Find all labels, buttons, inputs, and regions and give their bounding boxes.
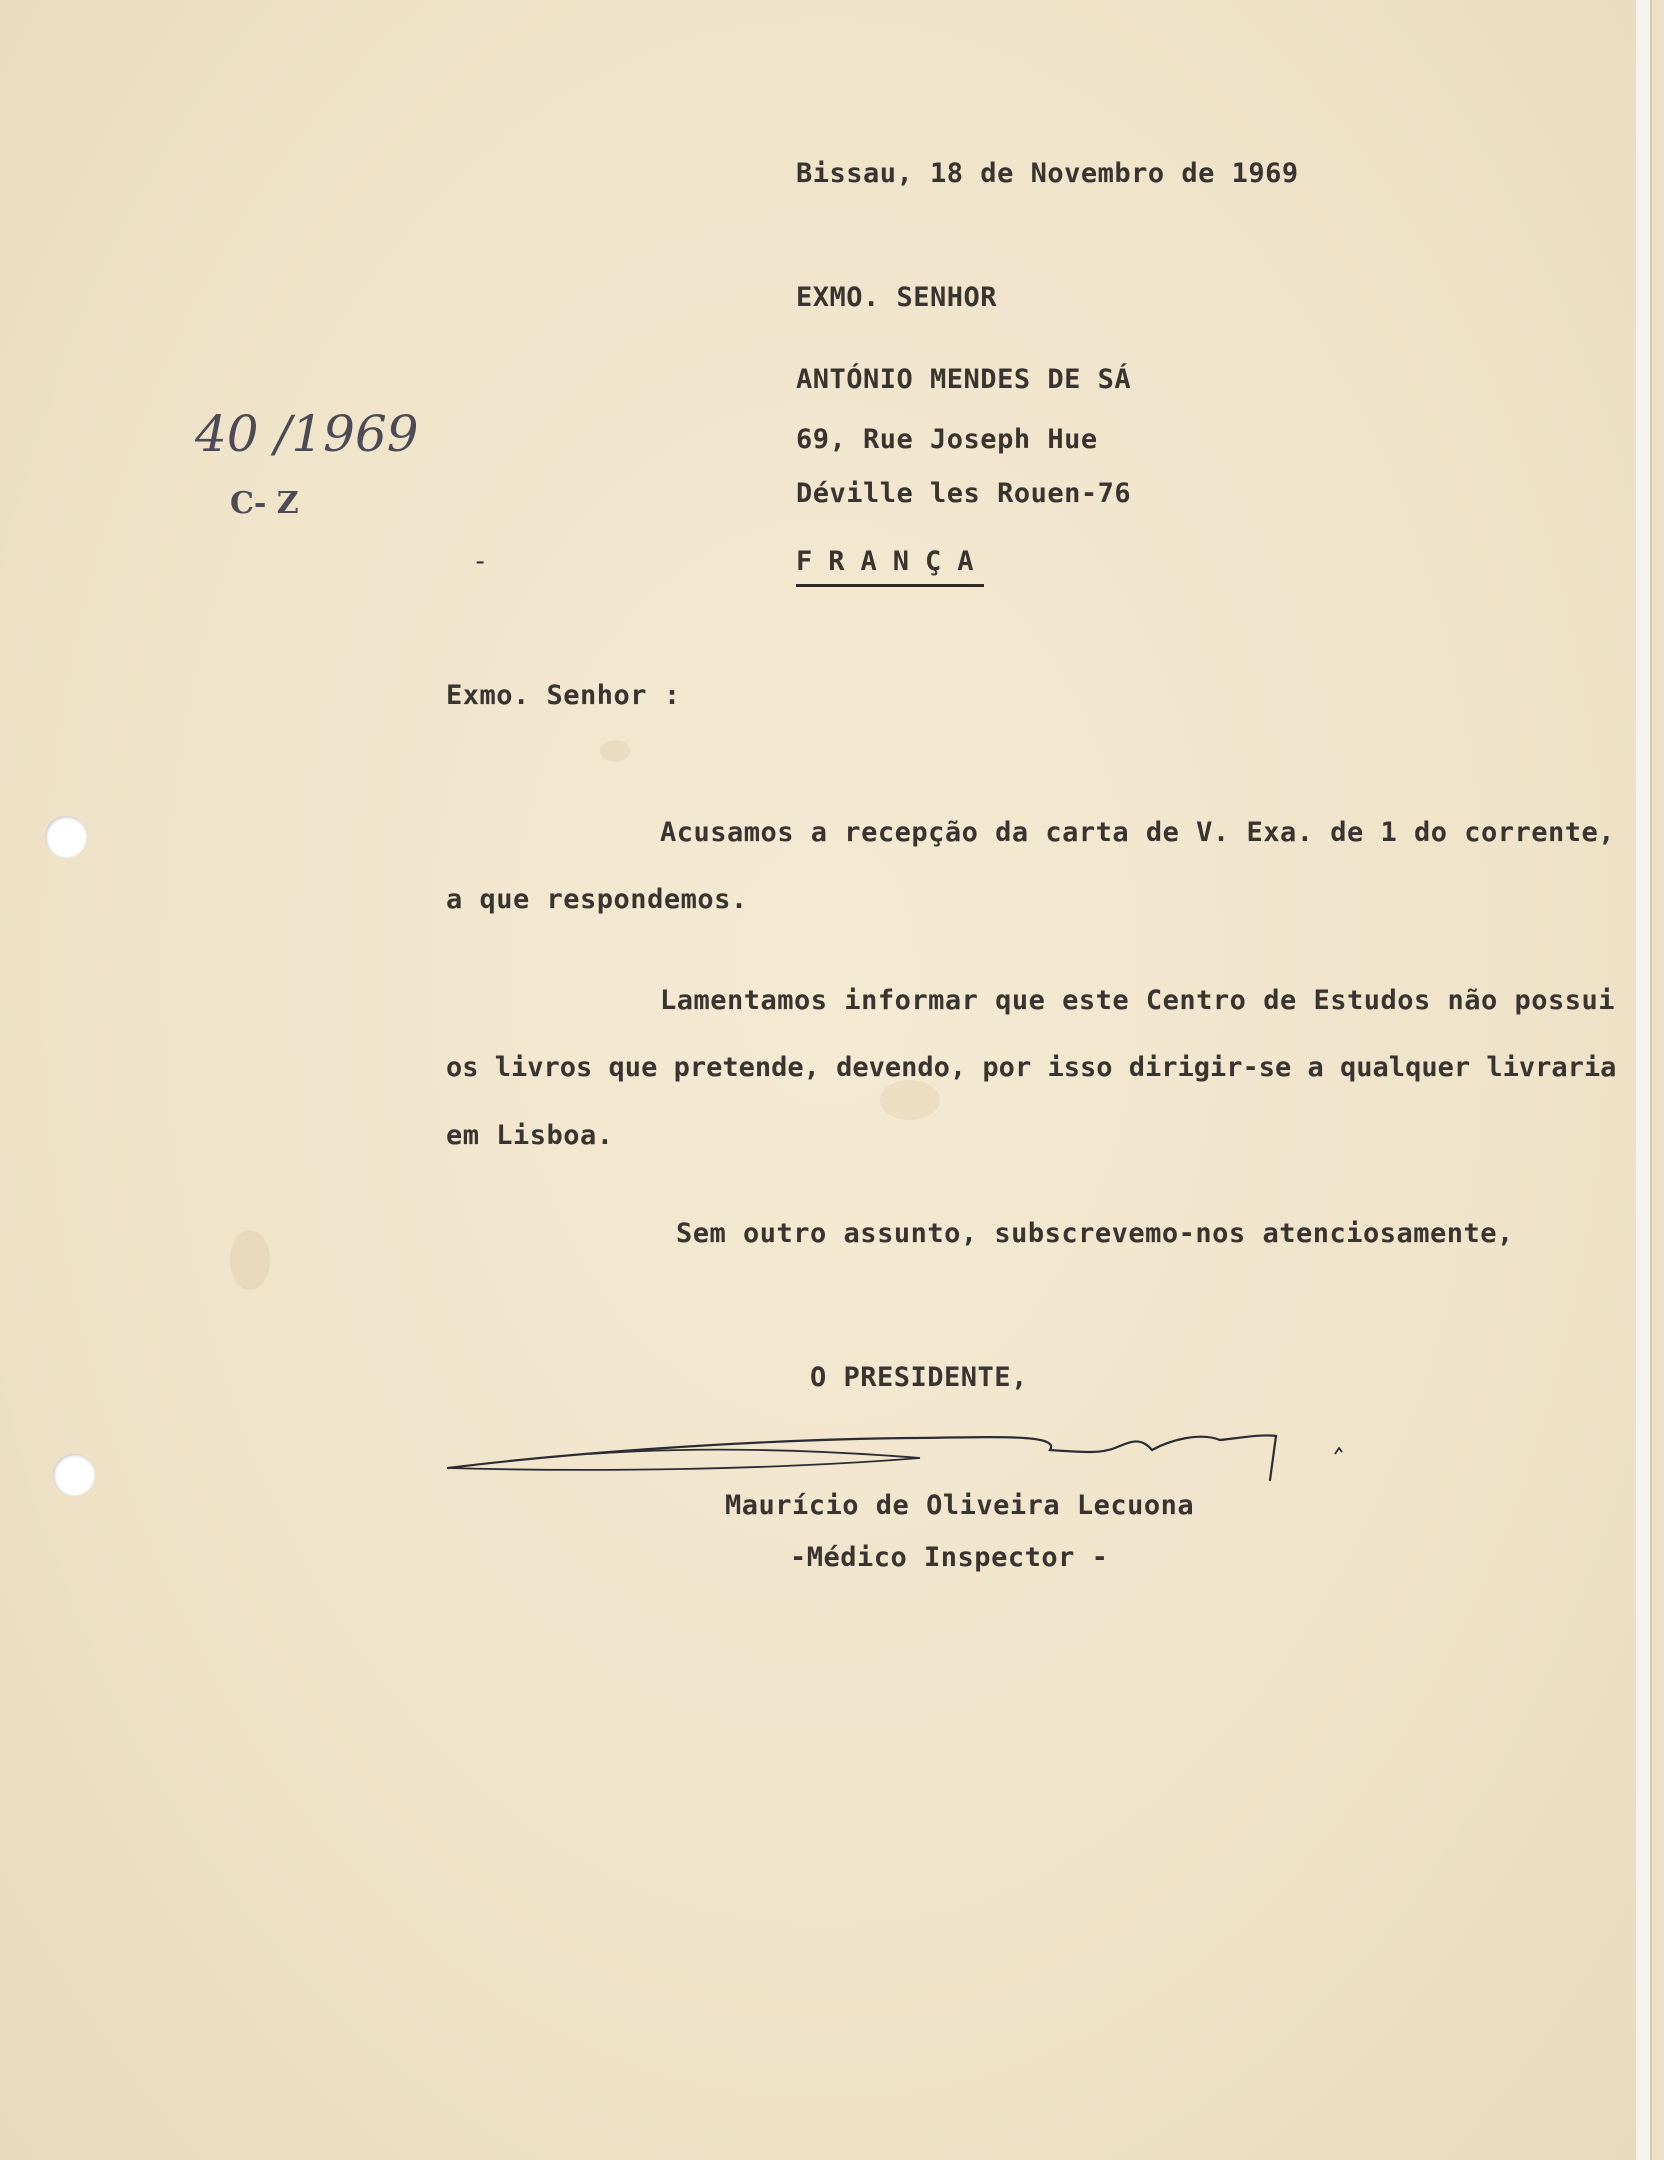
body-p2-line1: Lamentamos informar que este Centro de Estudos não possui (660, 985, 1616, 1016)
paper-stain (880, 1080, 940, 1120)
reference-code: C- Z (230, 486, 299, 521)
greeting: Exmo. Senhor : (446, 680, 681, 711)
country-underline (796, 584, 984, 587)
stray-mark: - (472, 546, 489, 577)
addressee-name: ANTÓNIO MENDES DE SÁ (796, 364, 1132, 395)
signature (440, 1410, 1360, 1490)
closing-role: O PRESIDENTE, (810, 1362, 1028, 1393)
reference-number: 40 /1969 (195, 405, 419, 463)
addressee-country: FRANÇA (796, 546, 990, 577)
punch-hole (53, 1454, 95, 1496)
body-p3-line1: Sem outro assunto, subscrevemo-nos atenciosamente, (676, 1218, 1514, 1249)
body-p2-line3: em Lisboa. (446, 1120, 614, 1151)
body-p1-line1: Acusamos a recepção da carta de V. Exa. de 1 do corrente, (660, 817, 1616, 848)
punch-hole (45, 816, 87, 858)
page-edge (1636, 0, 1650, 2160)
body-p2-line2: os livros que pretende, devendo, por isso dirigir-se a qualquer livraria (446, 1052, 1617, 1083)
body-p1-line2: a que respondemos. (446, 884, 748, 915)
signer-name: Maurício de Oliveira Lecuona (725, 1490, 1195, 1521)
date-line: Bissau, 18 de Novembro de 1969 (796, 158, 1299, 189)
paper-stain (600, 740, 630, 762)
signer-title: -Médico Inspector - (790, 1542, 1109, 1573)
addressee-title: EXMO. SENHOR (796, 282, 998, 313)
paper-stain (230, 1230, 270, 1290)
addressee-street: 69, Rue Joseph Hue (796, 424, 1098, 455)
addressee-city: Déville les Rouen-76 (796, 478, 1132, 509)
